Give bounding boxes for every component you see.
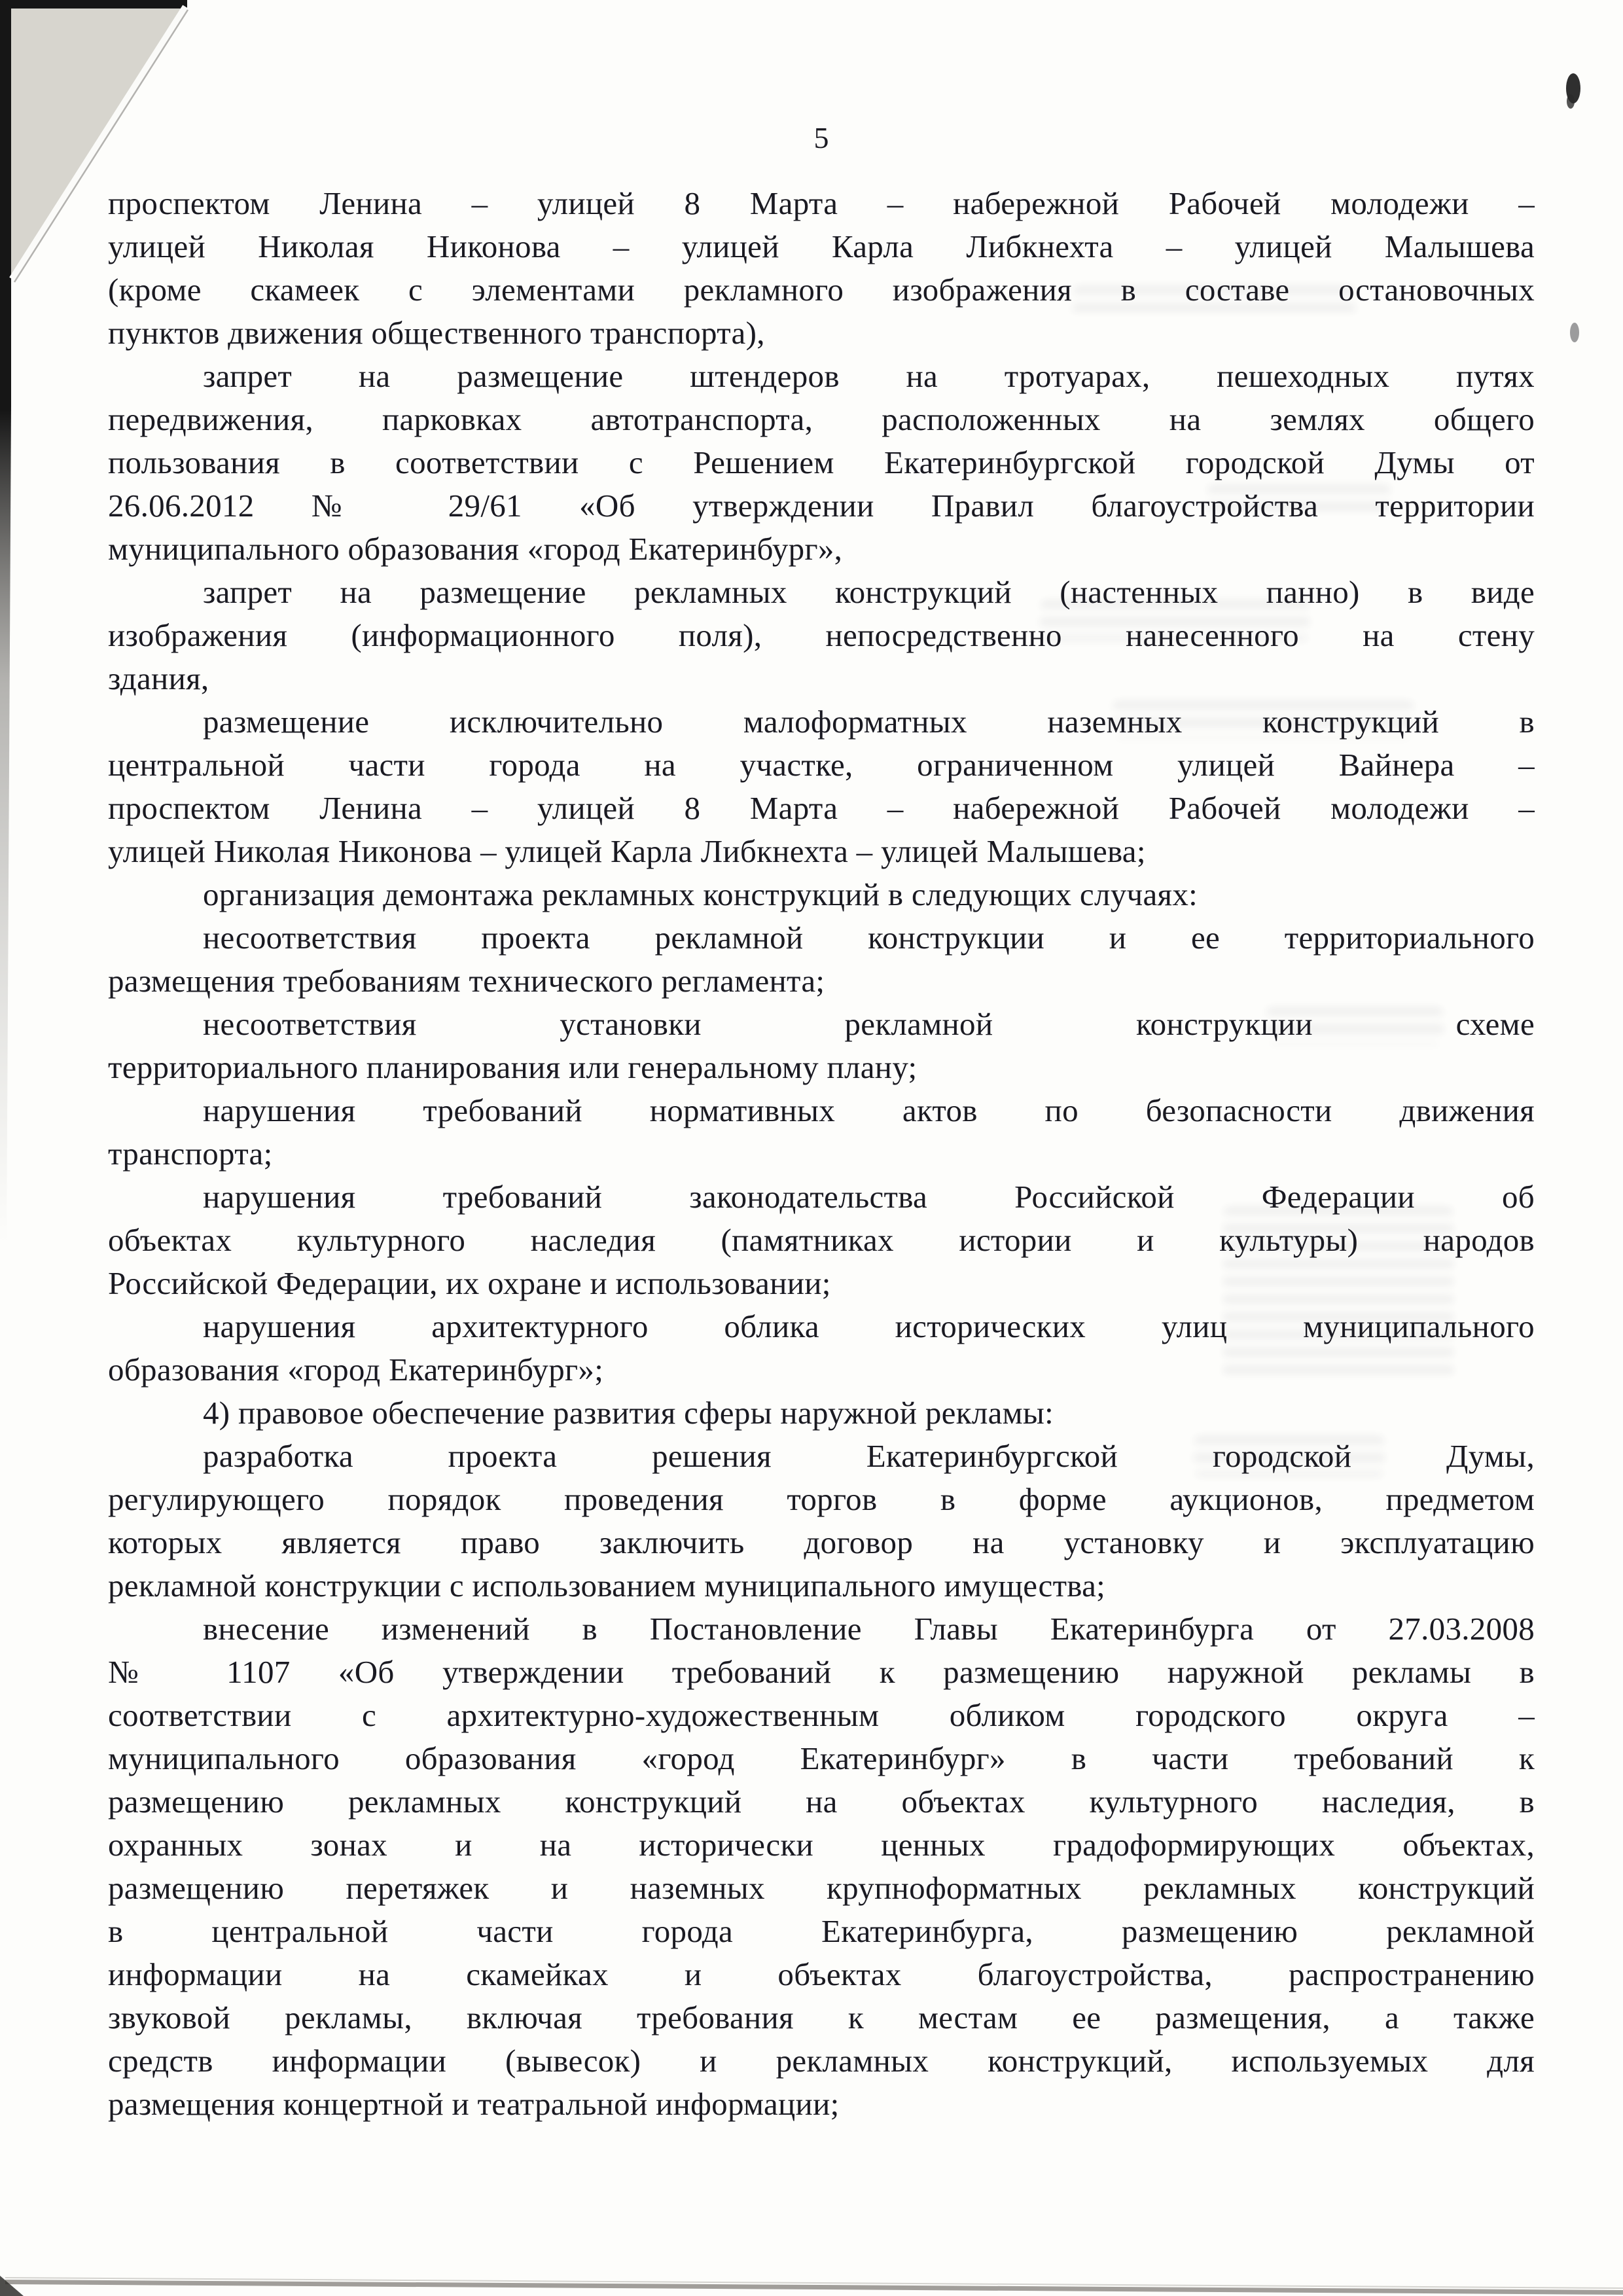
text-line: здания, (108, 660, 209, 696)
page-number: 5 (813, 121, 829, 154)
text-line: муниципального образования «город Екатеринбург», (108, 531, 843, 567)
scanner-edge-top (0, 0, 187, 9)
text-line: нарушения архитектурного облика исторических улиц муниципального (203, 1308, 1535, 1344)
text-line: 4) правовое обеспечение развития сферы наружной рекламы: (203, 1395, 1054, 1431)
text-line: рекламной конструкции с использованием муниципального имущества; (108, 1568, 1106, 1604)
text-line: проспектом Ленина – улицей 8 Марта – набережной Рабочей молодежи – (108, 185, 1535, 221)
text-line: улицей Николая Никонова – улицей Карла Либкнехта – улицей Малышева (108, 228, 1535, 264)
text-line: изображения (информационного поля), непосредственно нанесенного на стену (108, 617, 1535, 653)
text-line: несоответствия проекта рекламной конструкции и ее территориального (203, 920, 1535, 956)
text-line: разработка проекта решения Екатеринбургской городской Думы, (203, 1438, 1535, 1474)
text-line: территориального планирования или генеральному плану; (108, 1049, 918, 1085)
text-line: запрет на размещение рекламных конструкций (настенных панно) в виде (203, 574, 1535, 610)
text-line: запрет на размещение штендеров на тротуарах, пешеходных путях (203, 358, 1535, 394)
text-line: размещению перетяжек и наземных крупноформатных рекламных конструкций (108, 1870, 1535, 1906)
text-line: центральной части города на участке, ограниченном улицей Вайнера – (108, 747, 1535, 783)
text-line: нарушения требований законодательства Российской Федерации об (203, 1179, 1535, 1215)
text-line: в центральной части города Екатеринбурга, размещению рекламной (108, 1913, 1535, 1949)
text-line: регулирующего порядок проведения торгов в форме аукционов, предметом (108, 1481, 1535, 1517)
text-line: № 1107 «Об утверждении требований к размещению наружной рекламы в (108, 1654, 1535, 1690)
text-line: соответствии с архитектурно-художественным обликом городского округа – (108, 1697, 1535, 1733)
ink-blot-mid-right (1570, 323, 1579, 342)
text-line: размещения требованиям технического регламента; (108, 963, 825, 999)
text-line: размещение исключительно малоформатных наземных конструкций в (203, 704, 1535, 740)
scanner-edge-left (0, 0, 11, 1244)
text-line: образования «город Екатеринбург»; (108, 1352, 604, 1388)
text-line: размещению рекламных конструкций на объектах культурного наследия, в (108, 1784, 1535, 1820)
ink-blot-top-right (1566, 73, 1580, 109)
text-line: улицей Николая Никонова – улицей Карла Либкнехта – улицей Малышева; (108, 833, 1146, 869)
text-line: (кроме скамеек с элементами рекламного изображения в составе остановочных (108, 272, 1535, 308)
text-line: которых является право заключить договор на установку и эксплуатацию (108, 1524, 1535, 1560)
text-line: объектах культурного наследия (памятниках истории и культуры) народов (108, 1222, 1535, 1258)
text-line: средств информации (вывесок) и рекламных конструкций, используемых для (108, 2043, 1535, 2079)
text-line: пользования в соответствии с Решением Екатеринбургской городской Думы от (108, 444, 1535, 480)
text-line: 26.06.2012 № 29/61 «Об утверждении Правил благоустройства территории (108, 488, 1535, 524)
text-line: звуковой рекламы, включая требования к местам ее размещения, а также (108, 2000, 1535, 2036)
text-line: проспектом Ленина – улицей 8 Марта – набережной Рабочей молодежи – (108, 790, 1535, 826)
text-line: Российской Федерации, их охране и использовании; (108, 1265, 831, 1301)
text-line: охранных зонах и на исторически ценных градоформирующих объектах, (108, 1827, 1535, 1863)
text-line: размещения концертной и театральной информации; (108, 2086, 840, 2122)
text-line: пунктов движения общественного транспорта), (108, 315, 765, 351)
text-line: информации на скамейках и объектах благоустройства, распространению (108, 1956, 1535, 1992)
text-line: нарушения требований нормативных актов по безопасности движения (203, 1092, 1535, 1128)
text-line: передвижения, парковках автотранспорта, расположенных на землях общего (108, 401, 1535, 437)
text-line: несоответствия установки рекламной конструкции схеме (203, 1006, 1535, 1042)
text-line: внесение изменений в Постановление Главы Екатеринбурга от 27.03.2008 (203, 1611, 1535, 1647)
text-line: муниципального образования «город Екатеринбург» в части требований к (108, 1740, 1535, 1776)
bottom-left-wedge (0, 2276, 24, 2296)
document-content (108, 182, 1535, 2126)
text-line: транспорта; (108, 1136, 273, 1172)
text-line: организация демонтажа рекламных конструкций в следующих случаях: (203, 876, 1198, 912)
